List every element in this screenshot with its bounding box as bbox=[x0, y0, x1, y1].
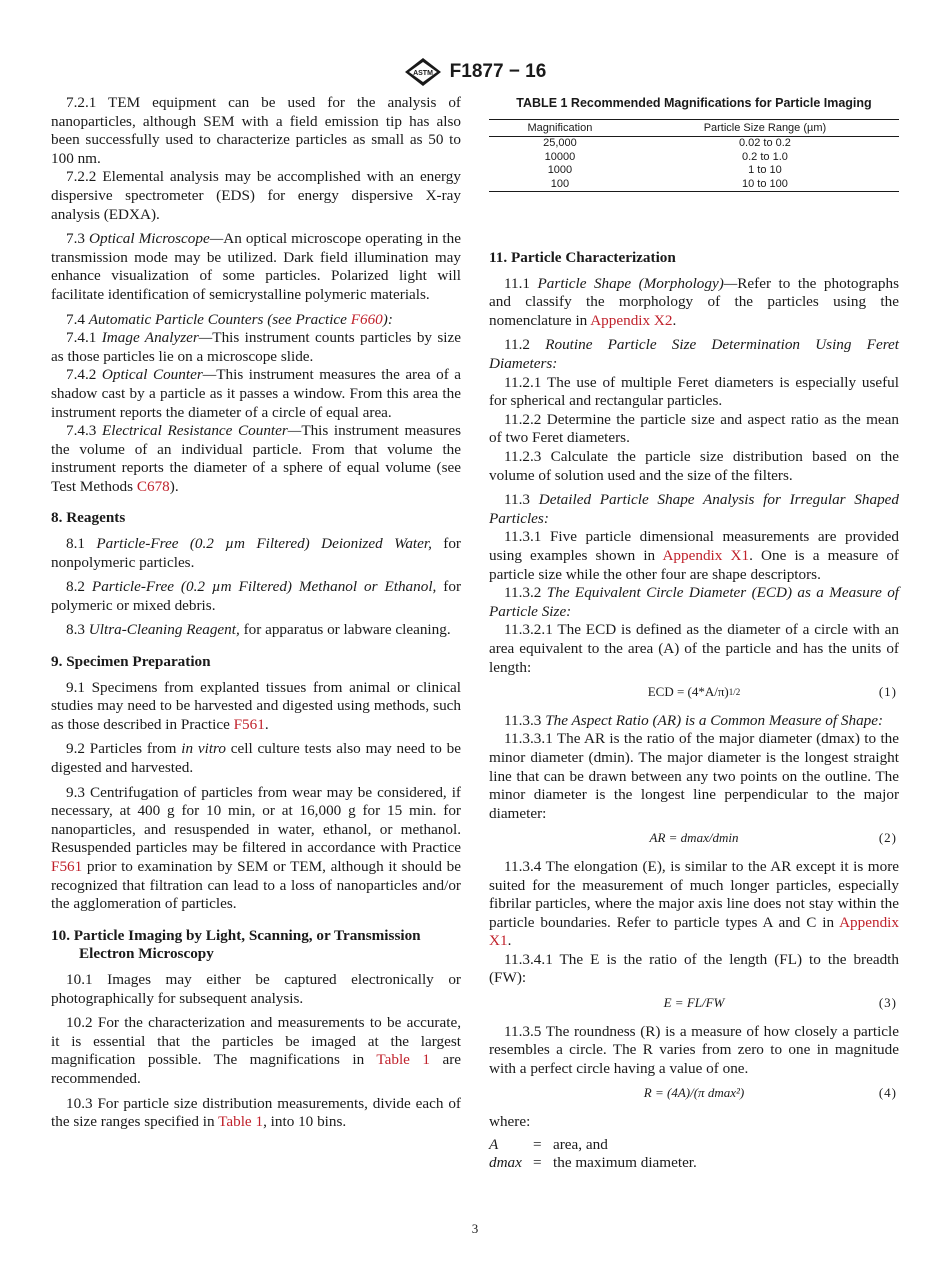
para-11-1: 11.1 Particle Shape (Morphology)—Refer to the photographs and classify the morphology of the particles using the nomenclature in Appendix X2. bbox=[489, 274, 899, 329]
link-appendix-x2[interactable]: Appendix X2 bbox=[590, 311, 673, 329]
para-11-3-3-1: 11.3.3.1 The AR is the ratio of the major diameter (dmax) to the minor diameter (dmin). The major diameter is the longest straight line that can be drawn between any two points on the outline. The minor diameter is the longest line perpendicular to the major diameter: bbox=[489, 730, 899, 822]
link-table-1[interactable]: Table 1 bbox=[376, 1051, 430, 1069]
link-f561[interactable]: F561 bbox=[233, 715, 265, 733]
equation-4: R = (4A)/(π dmax²) (4) bbox=[643, 1085, 897, 1101]
table-1 bbox=[489, 119, 899, 193]
para-11-2-2: 11.2.2 Determine the particle size and aspect ratio as the mean of two Feret diameters. bbox=[489, 410, 899, 447]
para-11-3-4-1: 11.3.4.1 The E is the ratio of the length (FL) to the breadth (FW): bbox=[489, 950, 899, 987]
table-row: 1000 1 to 10 bbox=[547, 164, 782, 177]
para-11-3-2-1: 11.3.2.1 The ECD is defined as the diameter of a circle with an area equivalent to the area (A) of the particle and has the units of length: bbox=[489, 621, 899, 676]
link-f660[interactable]: F660 bbox=[350, 310, 383, 328]
para-8-3: 8.3 Ultra-Cleaning Reagent, for apparatus or labware cleaning. bbox=[66, 621, 451, 639]
para-11-3-1: 11.3.1 Five particle dimensional measurements are provided using examples shown in Appendix X1. One is a measure of particle size while the other four are shape descriptors. bbox=[489, 528, 899, 583]
section-10-heading: 10. Particle Imaging by Light, Scanning, or Transmission Electron Microscopy bbox=[51, 926, 421, 963]
para-11-2-1: 11.2.1 The use of multiple Feret diameters is especially useful for spherical and rectangular particles. bbox=[489, 373, 899, 410]
para-10-1: 10.1 Images may either be captured electronically or photographically for subsequent analysis. bbox=[51, 970, 461, 1007]
para-11-2: 11.2 Routine Particle Size Determination Using Feret Diameters: bbox=[489, 336, 899, 373]
def-description: area, and bbox=[553, 1135, 608, 1153]
def-symbol: A bbox=[489, 1135, 499, 1153]
section-9-heading: 9. Specimen Preparation bbox=[51, 653, 211, 671]
def-symbol: dmax bbox=[489, 1154, 522, 1172]
para-9-3: 9.3 Centrifugation of particles from wear may be considered, if necessary, at 400 g for 10 min, or at 16,000 g for 15 min. for nanoparticles, and resuspended in water, ethanol, or methanol. Resuspended particles may be filtered in accordance with Practice F561 prior to examination by SEM or TEM, although it should be recognized that filtration can lead to a loss of nanoparticles and/or the agglomeration of particles. bbox=[51, 783, 461, 913]
para-7-4-2: 7.4.2 Optical Counter—This instrument measures the area of a shadow cast by a particle as it passes a window. From this area the instrument reports the diameter of a circle of equal area. bbox=[51, 366, 462, 421]
equation-2: AR = dmax/dmin (2) bbox=[649, 830, 897, 846]
para-7-2-2: 7.2.2 Elemental analysis may be accomplished with an energy dispersive spectrometer (EDS) for energy dispersive X-ray analysis (EDXA). bbox=[51, 168, 461, 223]
para-7-2-1: 7.2.1 TEM equipment can be used for the analysis of nanoparticles, although SEM with a field emission tip has also been successfully used to characterize particles as small as 50 to 100 nm. bbox=[51, 94, 461, 167]
para-11-3-5: 11.3.5 The roundness (R) is a measure of how closely a particle resembles a circle. The R varies from zero to one in magnitude with a perfect circle having a value of one. bbox=[489, 1022, 899, 1077]
where-label: where: bbox=[489, 1113, 531, 1131]
para-7-4: 7.4 Automatic Particle Counters (see Practice F660): bbox=[66, 310, 393, 328]
para-8-1: 8.1 Particle-Free (0.2 µm Filtered) Deionized Water, for nonpolymeric particles. bbox=[51, 535, 461, 571]
para-9-2: 9.2 Particles from in vitro cell culture tests also may need to be digested and harvested. bbox=[51, 740, 461, 776]
para-9-1: 9.1 Specimens from explanted tissues from animal or clinical studies may need to be harvested and digested using methods, such as those described in Practice F561. bbox=[51, 678, 461, 733]
link-appendix-x1[interactable]: Appendix X1 bbox=[662, 547, 750, 564]
para-10-3: 10.3 For particle size distribution measurements, divide each of the size ranges specified in Table 1, into 10 bins. bbox=[51, 1094, 461, 1131]
table-row: 10000 0.2 to 1.0 bbox=[544, 150, 788, 163]
section-8-heading: 8. Reagents bbox=[51, 509, 126, 527]
left-column bbox=[51, 94, 461, 1138]
para-11-3-2: 11.3.2 The Equivalent Circle Diameter (ECD) as a Measure of Particle Size: bbox=[489, 584, 900, 620]
equation-3: E = FL/FW (3) bbox=[663, 995, 897, 1011]
para-11-3-3: 11.3.3 The Aspect Ratio (AR) is a Common Measure of Shape: bbox=[504, 711, 884, 729]
para-8-2: 8.2 Particle-Free (0.2 µm Filtered) Methanol or Ethanol, for polymeric or mixed debris. bbox=[51, 578, 461, 614]
table-1-title: TABLE 1 Recommended Magnifications for Particle Imaging bbox=[516, 96, 872, 110]
page-number: 3 bbox=[471, 1221, 479, 1236]
equation-1: ECD = (4*A/π) 1/2 (1) bbox=[647, 684, 897, 700]
table-row: 25,000 0.02 to 0.2 bbox=[543, 137, 791, 150]
definitions-list bbox=[489, 1136, 899, 1173]
para-11-2-3: 11.2.3 Calculate the particle size distribution based on the volume of solution used and the size of the filters. bbox=[489, 448, 899, 484]
link-table-1-2[interactable]: Table 1 bbox=[218, 1113, 264, 1131]
right-column bbox=[489, 94, 899, 1173]
link-appendix-x1-2[interactable]: Appendix X1 bbox=[489, 913, 899, 950]
para-11-3-4: 11.3.4 The elongation (E), is similar to the AR except it is more suited for the measurement of much longer particles, especially fibrilar particles, where the major axis line does not stay within the particle boundaries. Refer to particle types A and C in Appendix X1. bbox=[489, 857, 899, 950]
def-equals: = bbox=[533, 1154, 542, 1172]
link-c678[interactable]: C678 bbox=[136, 477, 170, 495]
para-10-2: 10.2 For the characterization and measurements to be accurate, it is essential that the particles be imaged at the largest magnification possible. The magnifications in Table 1 are recommended. bbox=[51, 1014, 461, 1087]
table-header: Magnification bbox=[489, 119, 631, 137]
page-header bbox=[0, 57, 950, 87]
para-7-4-3: 7.4.3 Electrical Resistance Counter—This instrument measures the volume of an individual particle. From that volume the instrument reports the diameter of a sphere of equal volume (see Test Methods C678). bbox=[51, 422, 461, 495]
document-id: F1877 − 16 bbox=[449, 61, 547, 82]
section-11-heading: 11. Particle Characterization bbox=[489, 249, 676, 267]
def-equals: = bbox=[533, 1135, 542, 1153]
astm-logo bbox=[404, 57, 442, 87]
def-description: the maximum diameter. bbox=[553, 1154, 697, 1172]
para-11-3: 11.3 Detailed Particle Shape Analysis for Irregular Shaped Particles: bbox=[489, 491, 900, 527]
link-f561-2[interactable]: F561 bbox=[51, 857, 83, 875]
table-row: 100 10 to 100 bbox=[550, 177, 788, 190]
para-7-4-1: 7.4.1 Image Analyzer—This instrument counts particles by size as those particles lie on a microscope slide. bbox=[51, 329, 462, 365]
svg-text:ASTM: ASTM bbox=[412, 70, 433, 77]
table-header: Particle Size Range (µm) bbox=[631, 119, 899, 137]
para-7-3: 7.3 Optical Microscope—An optical microscope operating in the transmission mode may be utilized. Dark field illumination may enhance visualization of some particles. Polarized light will facilitate identification of semicrystalline polymeric materials. bbox=[51, 230, 461, 303]
